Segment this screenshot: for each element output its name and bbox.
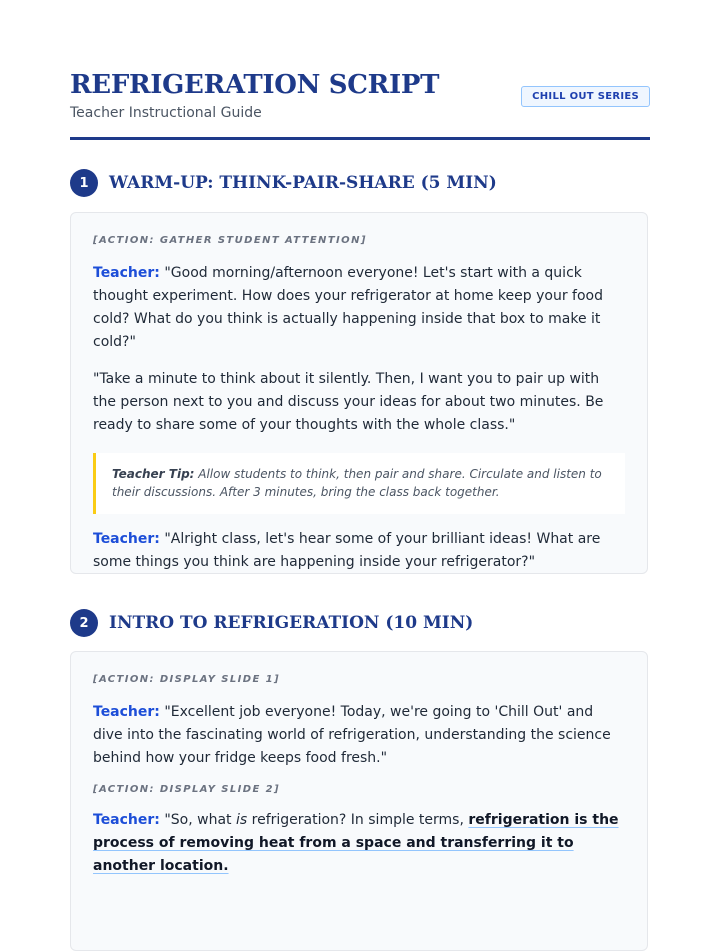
series-badge: CHILL OUT SERIES — [521, 86, 650, 107]
italic-emphasis: is — [236, 812, 248, 828]
page-subtitle: Teacher Instructional Guide — [70, 105, 262, 121]
header-divider — [70, 137, 650, 140]
page — [70, 0, 650, 874]
section-1-number-badge: 1 — [70, 169, 98, 197]
dialogue-text: "Alright class, let's hear some of your brilliant ideas! What are some things you think are happening inside your refrigerator?" — [93, 531, 601, 570]
section-1-title: WARM-UP: THINK-PAIR-SHARE (5 MIN) — [109, 173, 497, 193]
speaker-label: Teacher: — [93, 704, 160, 720]
teacher-tip-callout — [93, 453, 625, 514]
dialogue-text: "Excellent job everyone! Today, we're going to 'Chill Out' and dive into the fascinating world of refrigeration, understanding the science behind how your fridge keeps food fresh." — [93, 704, 611, 766]
tip-text: Allow students to think, then pair and share. Circulate and listen to their discussions. After 3 minutes, bring the class back together. — [112, 467, 602, 499]
dialogue-text: refrigeration? In simple terms, — [247, 812, 469, 828]
action-note: [ACTION: DISPLAY SLIDE 2] — [93, 784, 280, 795]
teacher-dialogue — [93, 809, 625, 878]
section-1-card — [70, 212, 648, 574]
teacher-dialogue-continued: "Take a minute to think about it silently. Then, I want you to pair up with the person next to you and discuss your ideas for about two minutes. Be ready to share some of your thoughts with the whole class." — [93, 371, 604, 433]
action-note: [ACTION: GATHER STUDENT ATTENTION] — [93, 235, 367, 246]
page-title: REFRIGERATION SCRIPT — [70, 70, 440, 100]
teacher-dialogue — [93, 701, 625, 770]
dialogue-text: "Good morning/afternoon everyone! Let's start with a quick thought experiment. How does your refrigerator at home keep your food cold? What do you think is actually happening inside that box to make it cold?" — [93, 265, 603, 350]
section-1-header — [70, 169, 497, 197]
teacher-dialogue — [93, 262, 625, 354]
speaker-label: Teacher: — [93, 812, 160, 828]
section-2-header — [70, 609, 473, 637]
dialogue-text: "So, what — [159, 812, 236, 828]
action-note: [ACTION: DISPLAY SLIDE 1] — [93, 674, 280, 685]
teacher-dialogue — [93, 528, 625, 574]
section-2-title: INTRO TO REFRIGERATION (10 MIN) — [109, 613, 474, 633]
speaker-label: Teacher: — [93, 265, 160, 281]
tip-label: Teacher Tip: — [112, 467, 195, 481]
header — [70, 0, 650, 140]
section-2-number-badge: 2 — [70, 609, 98, 637]
section-2-card — [70, 651, 648, 951]
speaker-label: Teacher: — [93, 531, 160, 547]
key-definition: refrigeration is the process of removing heat from a space and transferring it to another location. — [93, 812, 619, 874]
